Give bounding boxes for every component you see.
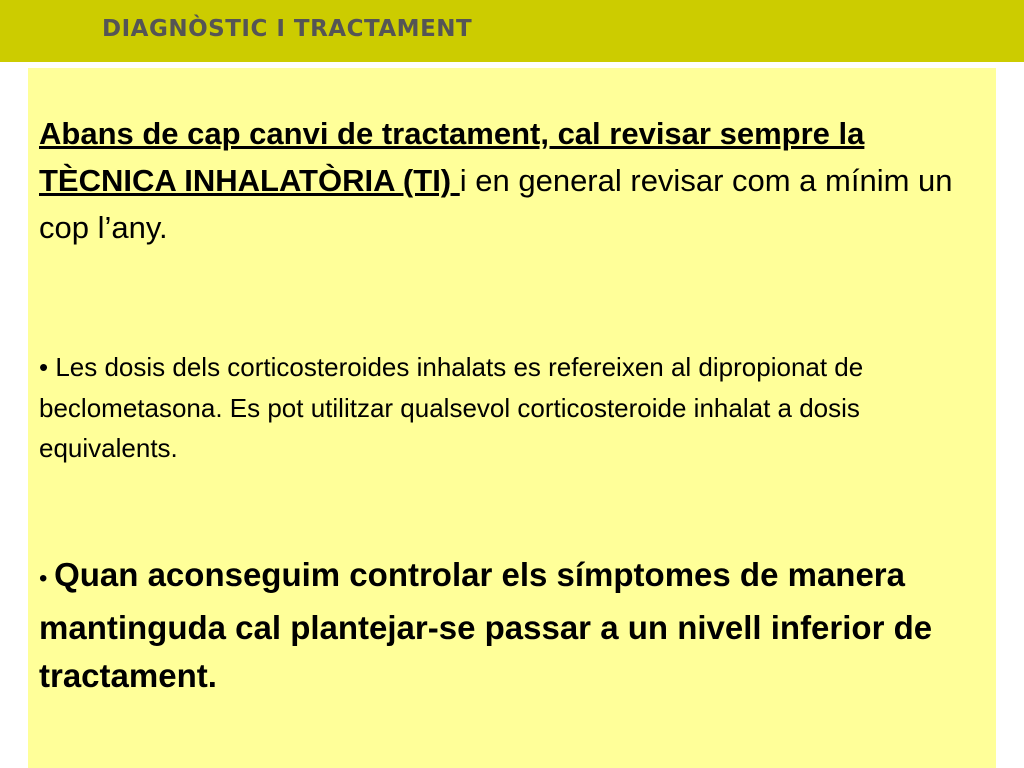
annual-review-text: i en general revisar com a mínim un cop l’any.	[39, 163, 953, 245]
dosage-note-paragraph: • Les dosis dels corticosteroides inhalats es refereixen al dipropionat de beclometasona. Es pot utilitzar qualsevol corticosteroide inhalat a dosis equivalents.	[39, 352, 864, 463]
step-down-paragraph	[39, 551, 979, 701]
bullet-point: •	[39, 565, 55, 592]
technique-reminder-paragraph	[39, 110, 989, 251]
slide-title: DIAGNÒSTIC I TRACTAMENT	[102, 16, 473, 42]
inhalation-technique-emphasis: Abans de cap canvi de tractament, cal revisar sempre la TÈCNICA INHALATÒRIA (TI)	[39, 116, 865, 198]
header-bar	[0, 0, 1024, 62]
step-down-text: Quan aconseguim controlar els símptomes de manera mantinguda cal plantejar-se passar a un nivell inferior de tractament.	[39, 556, 933, 694]
